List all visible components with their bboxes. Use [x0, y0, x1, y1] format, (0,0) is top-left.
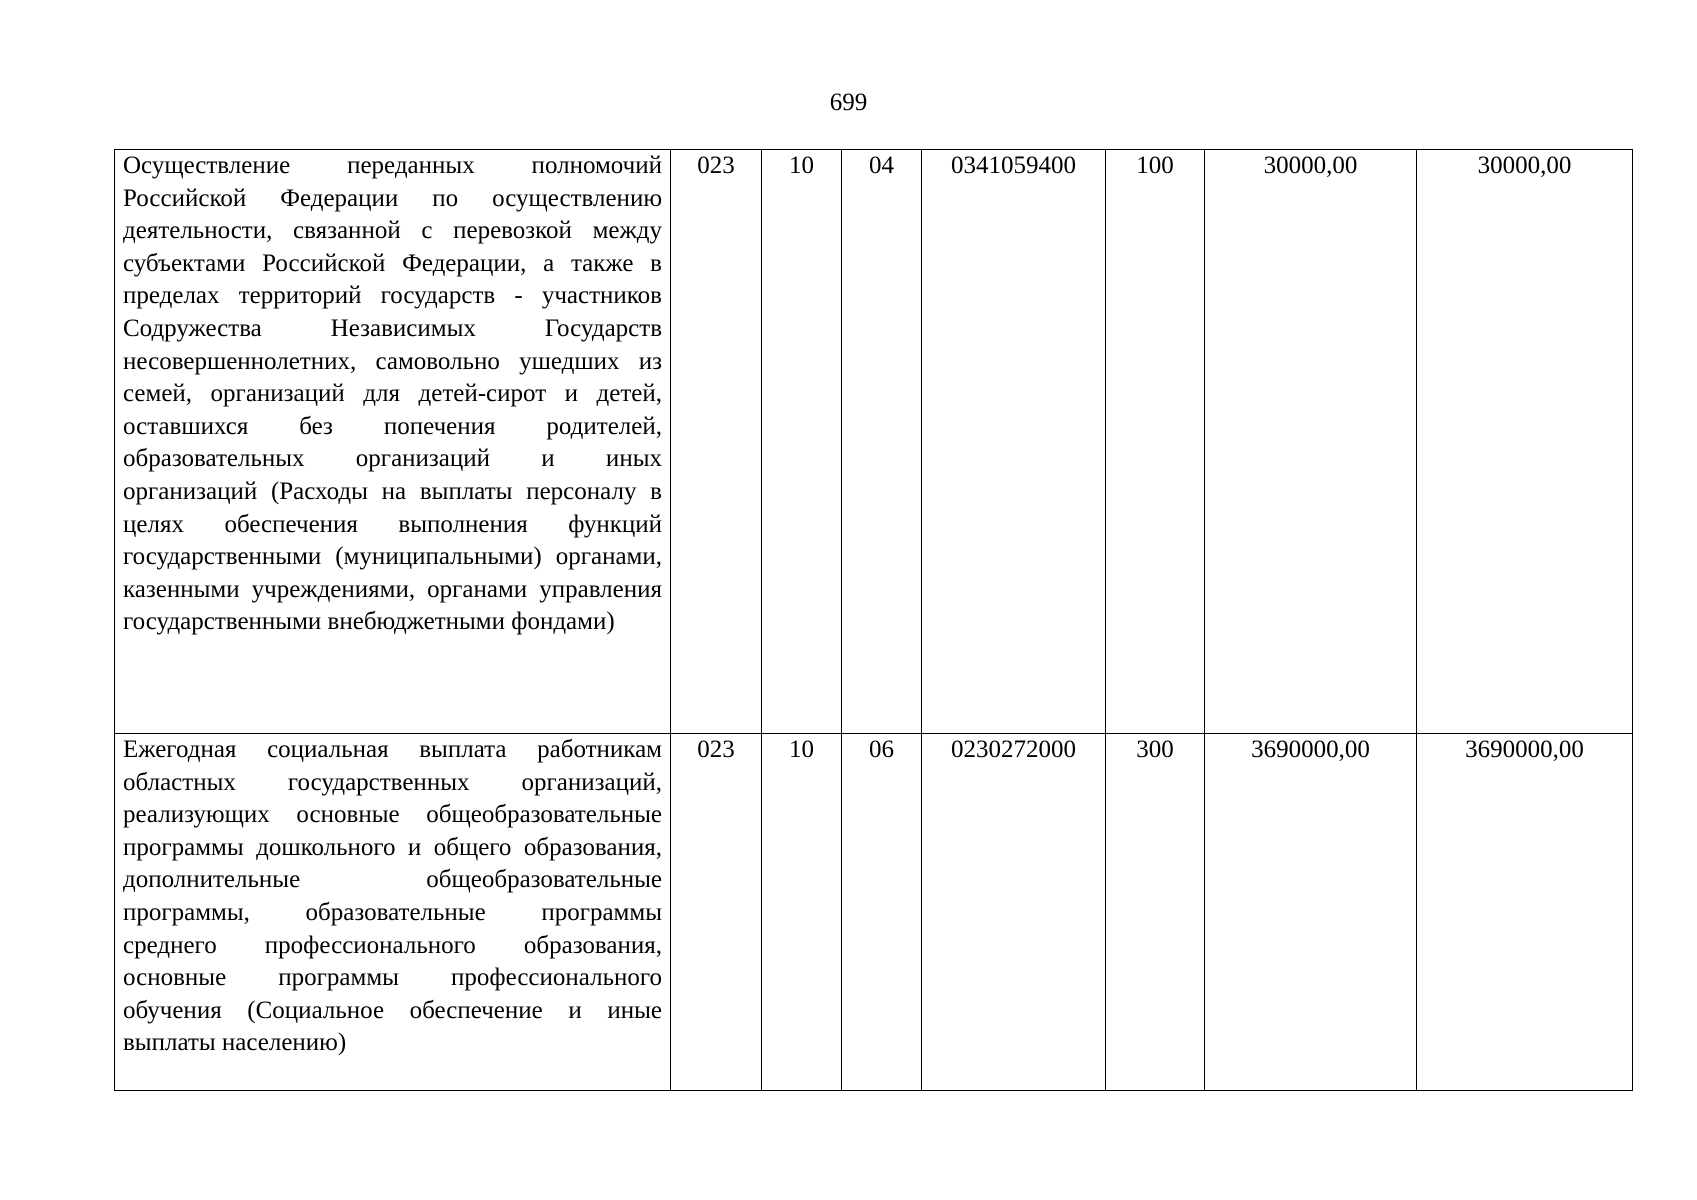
table-row: [115, 734, 1633, 1091]
amount-year-1: 3690000,00: [1205, 734, 1417, 1091]
target-article-code: 0230272000: [922, 734, 1106, 1091]
page-number: 699: [829, 89, 868, 116]
target-article-code: 0341059400: [922, 150, 1106, 734]
amount-year-1: 30000,00: [1205, 150, 1417, 734]
ministry-code: 023: [671, 150, 762, 734]
budget-table: [114, 149, 1633, 1091]
expense-type-code: 300: [1106, 734, 1205, 1091]
table-row: [115, 150, 1633, 734]
subsection-code: 06: [842, 734, 922, 1091]
section-code: 10: [762, 150, 842, 734]
row-description: Ежегодная социальная выплата работникам областных государственных организаций, реализующих основные общеобразовательные программы дошкольного и общего образования, дополнительные общеобразовательные программы, образовательные программы среднего профессионального образования, основные программы профессионального обучения (Социальное обеспечение и иные выплаты населению): [115, 734, 671, 1091]
ministry-code: 023: [671, 734, 762, 1091]
expense-type-code: 100: [1106, 150, 1205, 734]
amount-year-2: 30000,00: [1417, 150, 1633, 734]
amount-year-2: 3690000,00: [1417, 734, 1633, 1091]
row-description: Осуществление переданных полномочий Российской Федерации по осуществлению деятельности, связанной с перевозкой между субъектами Российской Федерации, а также в пределах территорий государств - участников Содружества Независимых Государств несовершеннолетних, самовольно ушедших из семей, организаций для детей-сирот и детей, оставшихся без попечения родителей, образовательных организаций и иных организаций (Расходы на выплаты персоналу в целях обеспечения выполнения функций государственными (муниципальными) органами, казенными учреждениями, органами управления государственными внебюджетными фондами): [115, 150, 671, 734]
section-code: 10: [762, 734, 842, 1091]
subsection-code: 04: [842, 150, 922, 734]
